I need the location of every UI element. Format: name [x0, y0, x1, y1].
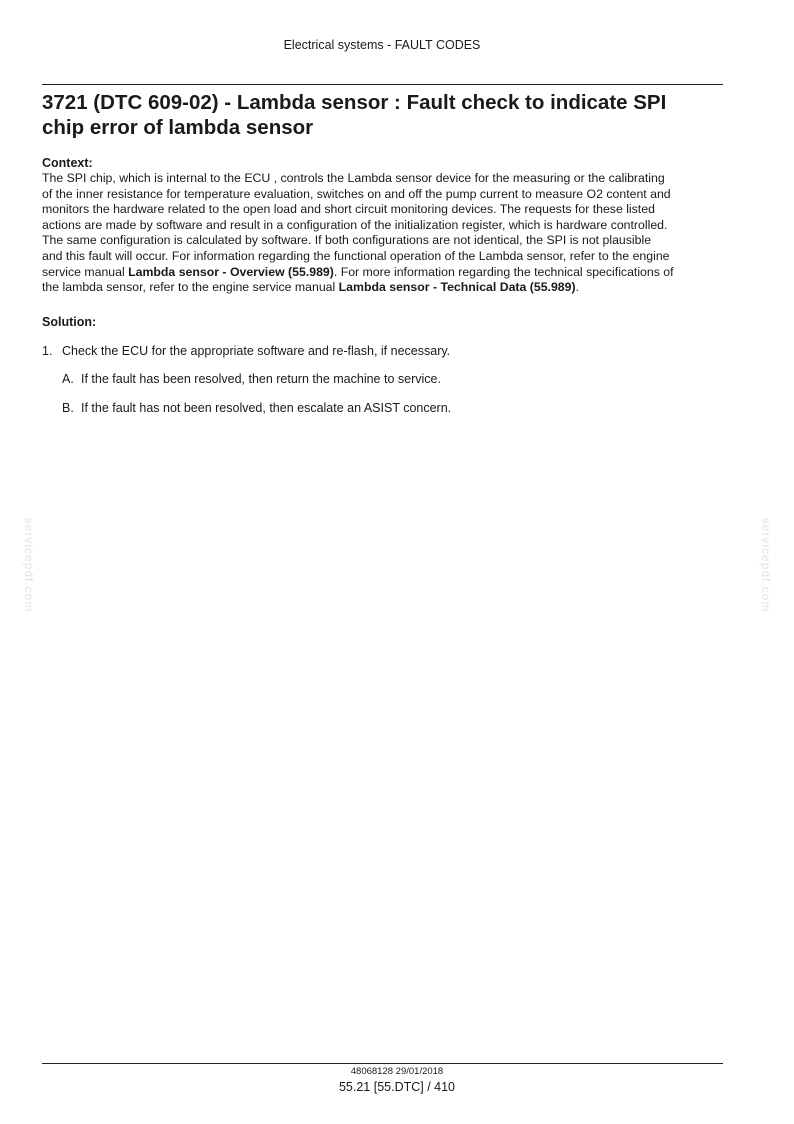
context-line: The SPI chip, which is internal to the ECU , controls the Lambda sensor device for the measuring or the calibrating [42, 171, 665, 185]
context-line: service manual [42, 264, 129, 279]
page-title-line-1: 3721 (DTC 609-02) - Lambda sensor : Fault check to indicate SPI [42, 91, 667, 114]
watermark-right: servicepdf.com [759, 517, 773, 613]
footer-page-reference: 55.21 [55.DTC] / 410 [338, 1080, 456, 1094]
substep-text: If the fault has been resolved, then return the machine to service. [81, 372, 441, 386]
solution-substep-a [62, 372, 441, 386]
step-number: 1. [42, 344, 53, 358]
context-line: monitors the hardware related to the open load and short circuit monitoring devices. The requests for these listed [42, 202, 655, 217]
step-text: Check the ECU for the appropriate software and re-flash, if necessary. [62, 344, 451, 358]
substep-text: If the fault has not been resolved, then escalate an ASIST concern. [81, 401, 452, 415]
solution-label: Solution: [42, 315, 97, 329]
context-line: of the inner resistance for temperature evaluation, switches on and off the pump current to measure O2 content and [42, 186, 671, 201]
substep-letter: A. [62, 372, 74, 386]
context-label: Context: [42, 156, 93, 170]
context-line: actions are made by software and result in a configuration of the initialization register, which is hardware controlled. [42, 217, 668, 232]
footer-rule [42, 1063, 723, 1064]
context-line: the lambda sensor, refer to the engine service manual [42, 280, 339, 295]
context-line: The same configuration is calculated by software. If both configurations are not identical, the SPI is not plausible [42, 233, 652, 248]
page-title [42, 90, 732, 140]
watermark-left: servicepdf.com [22, 517, 36, 613]
context-line: . [575, 280, 580, 295]
context-line: . For more information regarding the technical specifications of [333, 264, 674, 279]
reference-overview-link: Lambda sensor - Overview (55.989) [128, 264, 334, 279]
running-header: Electrical systems - FAULT CODES [283, 38, 481, 52]
substep-letter: B. [62, 401, 74, 415]
solution-substep-b [62, 401, 451, 415]
context-line: and this fault will occur. For information regarding the functional operation of the Lambda sensor, refer to the engine [42, 248, 670, 263]
solution-step-1 [42, 344, 450, 358]
title-rule [42, 84, 723, 85]
page-title-line-2: chip error of lambda sensor [42, 116, 314, 139]
reference-technical-data-link: Lambda sensor - Technical Data (55.989) [338, 280, 576, 295]
context-paragraph [42, 171, 724, 296]
footer-doc-code: 48068128 29/01/2018 [350, 1066, 444, 1077]
